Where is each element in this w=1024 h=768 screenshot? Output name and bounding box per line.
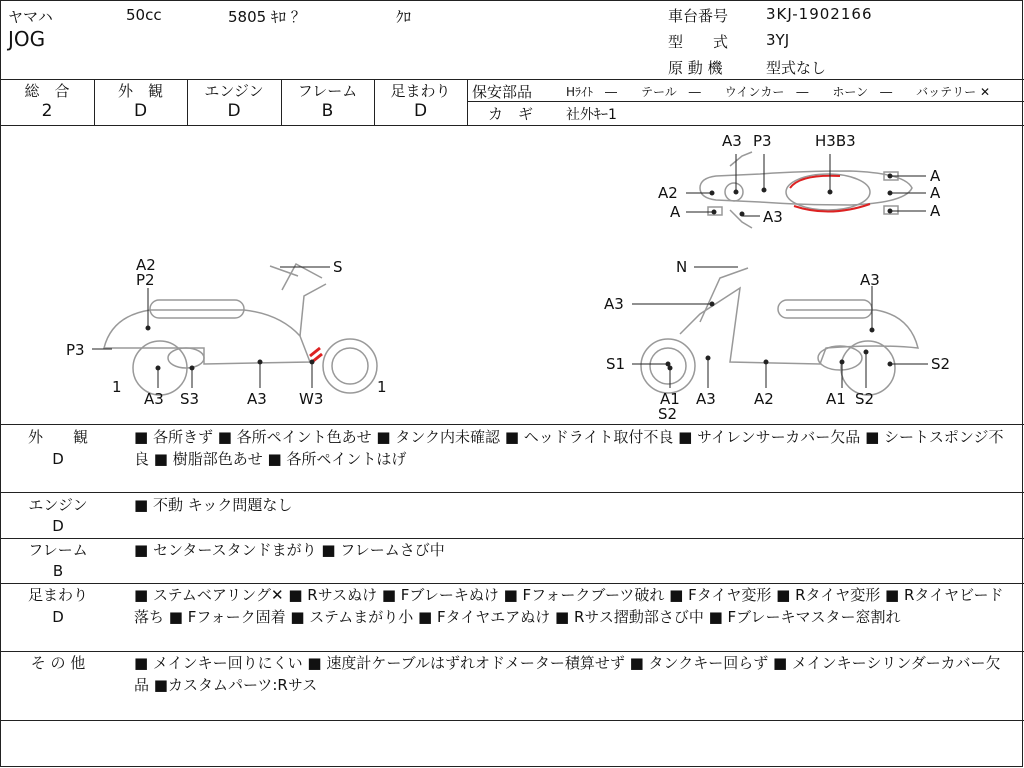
exterior-grade: D <box>133 101 148 121</box>
maker: ヤマハ <box>8 8 53 26</box>
note-text-engine: ■ 不動 キック問題なし <box>134 496 293 514</box>
label-left-1-2: 1 <box>377 378 387 396</box>
label-top-a-2: A <box>930 184 941 202</box>
note-text-exterior: ■ 各所きず ■ 各所ペイント色あせ ■ タンク内未確認 ■ ヘッドライト取付不良 ■ サイレンサーカバー欠品 ■ シートスポンジ不良 ■ 樹脂部色あせ ■ 各所ペイントはげ <box>134 428 1004 468</box>
label-right-s2: S2 <box>931 355 951 373</box>
note-text-other: ■ メインキー回りにくい ■ 速度計ケーブルはずれオドメーター積算せず ■ タンクキー回らず ■ メインキーシリンダーカバー欠品 ■カスタムパーツ:Rサス <box>134 654 1001 694</box>
label-left-p3: P3 <box>66 341 85 359</box>
overall-grade-label: 総 合 <box>24 82 70 100</box>
note-label-exterior: 外 観 <box>27 428 88 446</box>
safety-parts-items: Hﾗｲﾄ ― テール ― ウインカー ― ホーン ― バッテリー ✕ <box>566 85 991 99</box>
frame-grade: B <box>321 101 334 121</box>
engine-grade: D <box>227 101 241 121</box>
label-right-a2: A2 <box>754 390 774 408</box>
label-right-a1-2: A1 <box>826 390 846 408</box>
safety-parts-label: 保安部品 <box>472 83 533 101</box>
label-top-p3: P3 <box>753 132 772 150</box>
label-right-s2-3: S2 <box>855 390 875 408</box>
label-top-a3-2: A3 <box>763 208 783 226</box>
label-right-n: N <box>676 258 688 276</box>
label-top-a-4: A <box>670 203 681 221</box>
mileage: 5805 ｷﾛ ？ <box>228 8 306 26</box>
label-left-a2: A2 <box>136 256 156 274</box>
label-left-a3-2: A3 <box>247 390 267 408</box>
label-top-a-3: A <box>930 202 941 220</box>
note-label-other: そ の 他 <box>30 654 86 672</box>
engine-type-label: 原 動 機 <box>668 59 723 77</box>
engine-type-value: 型式なし <box>766 59 827 77</box>
label-left-s3: S3 <box>180 390 200 408</box>
type-value: 3YJ <box>766 31 790 49</box>
label-top-a-1: A <box>930 167 941 185</box>
label-left-s: S <box>333 258 343 276</box>
note-label-engine: エンジン <box>28 496 88 514</box>
key-value: 社外ｷｰ1 <box>566 107 617 123</box>
frame-no: 3KJ-1902166 <box>766 5 873 23</box>
top-view-scooter <box>700 152 912 228</box>
frame-no-label: 車台番号 <box>668 7 729 25</box>
scooter-diagram <box>0 126 1024 424</box>
note-text-frame: ■ センタースタンドまがり ■ フレームさび中 <box>134 541 445 559</box>
engine-grade-label: エンジン <box>204 82 264 100</box>
key-label: カ ギ <box>488 105 534 123</box>
exterior-grade-label: 外 観 <box>117 82 163 100</box>
label-right-a3-3: A3 <box>696 390 716 408</box>
color: ｸﾛ <box>396 8 412 26</box>
label-top-a3: A3 <box>722 132 742 150</box>
suspension-grade-label: 足まわり <box>390 82 451 100</box>
type-label: 型 式 <box>668 33 729 51</box>
label-right-a1: A1 <box>660 390 680 408</box>
label-left-w3: W3 <box>299 390 324 408</box>
label-top-h3b3: H3B3 <box>815 132 856 150</box>
label-right-a3-2: A3 <box>860 271 880 289</box>
label-left-p2: P2 <box>136 271 155 289</box>
label-right-s2-2: S2 <box>658 405 678 423</box>
label-left-a3: A3 <box>144 390 164 408</box>
note-text-suspension: ■ ステムベアリング✕ ■ Rサスぬけ ■ Fブレーキぬけ ■ Fフォークブーツ破れ ■ Fタイヤ変形 ■ Rタイヤ変形 ■ Rタイヤビード落ち ■ Fフォーク固着 ■ ステムまがり小 ■ Fタイヤエアぬけ ■ Rサス摺動部さび中 ■ Fブレーキマスター窓割れ <box>134 586 1004 626</box>
model-name: JOG <box>8 27 46 51</box>
note-grade-frame: B <box>52 562 64 580</box>
note-grade-exterior: D <box>52 450 64 468</box>
note-grade-suspension: D <box>52 608 64 626</box>
overall-grade: 2 <box>41 101 53 121</box>
suspension-grade: D <box>413 101 428 121</box>
frame-grade-label: フレーム <box>297 82 358 100</box>
note-label-suspension: 足まわり <box>27 586 88 604</box>
note-label-frame: フレーム <box>28 541 88 559</box>
label-right-s1: S1 <box>606 355 626 373</box>
label-top-a2: A2 <box>658 184 678 202</box>
note-grade-engine: D <box>52 517 64 535</box>
label-left-1: 1 <box>112 378 122 396</box>
displacement: 50cc <box>126 6 162 24</box>
label-right-a3: A3 <box>604 295 624 313</box>
